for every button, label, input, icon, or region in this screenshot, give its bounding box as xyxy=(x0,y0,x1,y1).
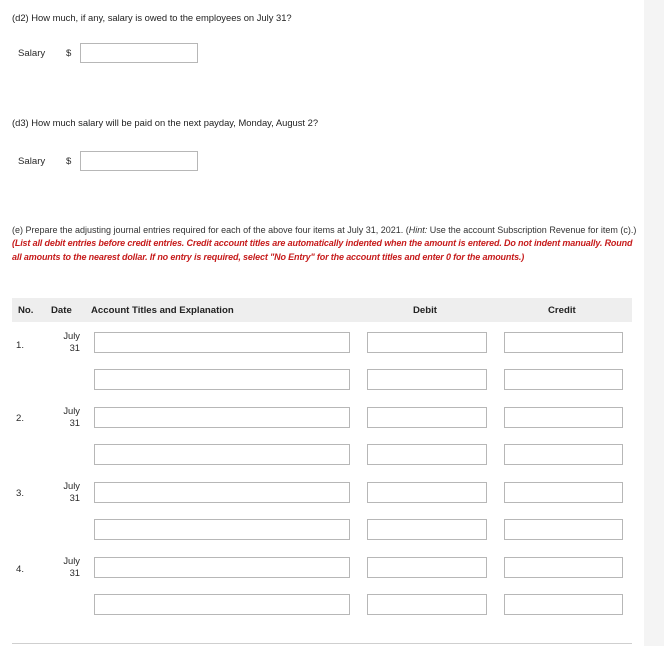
entry-number: 4. xyxy=(16,564,25,575)
instructions-red-text: (List all debit entries before credit entries. Credit account titles are automatically indented when the amount is entered. Do not indent manually. Round all amounts to the nearest dollar. If no entry is required, select "No Entry" for the account titles and enter 0 for the amounts.) xyxy=(12,238,633,262)
credit-field[interactable] xyxy=(504,594,623,615)
dollar-sign: $ xyxy=(66,47,72,59)
credit-field[interactable] xyxy=(504,444,623,465)
entry-month: July xyxy=(63,330,80,341)
account-title-field[interactable] xyxy=(94,444,350,465)
debit-field[interactable] xyxy=(367,519,487,540)
entry-date xyxy=(52,555,80,579)
instructions-text-b: Use the account Subscription Revenue for item (c).) xyxy=(427,225,637,235)
credit-field[interactable] xyxy=(504,369,623,390)
salary-label: Salary xyxy=(18,155,46,167)
account-title-field[interactable] xyxy=(94,482,350,503)
account-title-field[interactable] xyxy=(94,332,350,353)
entry-date xyxy=(52,405,80,429)
debit-field[interactable] xyxy=(367,557,487,578)
debit-field[interactable] xyxy=(367,407,487,428)
hint-label: Hint: xyxy=(408,225,428,235)
entry-day: 31 xyxy=(69,417,80,428)
debit-field[interactable] xyxy=(367,332,487,353)
bottom-divider xyxy=(12,643,632,644)
credit-field[interactable] xyxy=(504,519,623,540)
salary-label: Salary xyxy=(18,47,46,59)
debit-field[interactable] xyxy=(367,482,487,503)
account-title-field[interactable] xyxy=(94,557,350,578)
header-no: No. xyxy=(18,305,34,316)
entry-day: 31 xyxy=(69,567,80,578)
header-account: Account Titles and Explanation xyxy=(91,305,234,316)
entry-number: 3. xyxy=(16,488,25,499)
entry-date xyxy=(52,480,80,504)
entry-number: 2. xyxy=(16,413,25,424)
instructions-e xyxy=(12,224,638,264)
account-title-field[interactable] xyxy=(94,519,350,540)
credit-field[interactable] xyxy=(504,482,623,503)
dollar-sign: $ xyxy=(66,155,72,167)
salary-row-d3 xyxy=(18,150,198,172)
header-credit: Credit xyxy=(548,305,576,316)
account-title-field[interactable] xyxy=(94,594,350,615)
debit-field[interactable] xyxy=(367,594,487,615)
account-title-field[interactable] xyxy=(94,369,350,390)
debit-field[interactable] xyxy=(367,444,487,465)
entry-day: 31 xyxy=(69,342,80,353)
header-date: Date xyxy=(51,305,72,316)
header-debit: Debit xyxy=(413,305,437,316)
question-d2: (d2) How much, if any, salary is owed to the employees on July 31? xyxy=(12,12,292,23)
salary-paid-input[interactable] xyxy=(80,151,198,171)
account-title-field[interactable] xyxy=(94,407,350,428)
salary-row-d2 xyxy=(18,42,198,64)
question-d3: (d3) How much salary will be paid on the next payday, Monday, August 2? xyxy=(12,117,319,128)
credit-field[interactable] xyxy=(504,332,623,353)
entry-date xyxy=(52,330,80,354)
entry-month: July xyxy=(63,480,80,491)
journal-table-header xyxy=(12,298,632,322)
credit-field[interactable] xyxy=(504,407,623,428)
debit-field[interactable] xyxy=(367,369,487,390)
salary-owed-input[interactable] xyxy=(80,43,198,63)
instructions-text-a: (e) Prepare the adjusting journal entries required for each of the above four items at July 31, 2021. ( xyxy=(12,225,409,235)
entry-month: July xyxy=(63,555,80,566)
entry-number: 1. xyxy=(16,340,25,351)
entry-day: 31 xyxy=(69,492,80,503)
entry-month: July xyxy=(63,405,80,416)
credit-field[interactable] xyxy=(504,557,623,578)
right-scroll-gutter xyxy=(644,0,664,646)
